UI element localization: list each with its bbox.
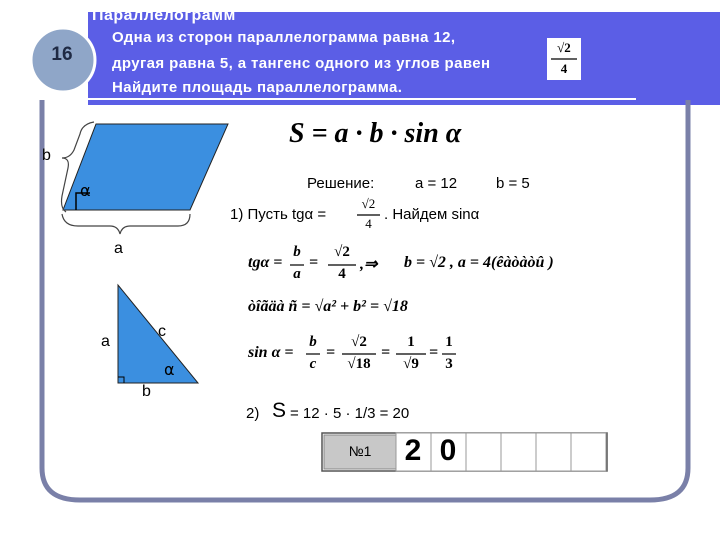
sin-frac4-num: 1 [445, 334, 453, 350]
answer-cell [501, 433, 536, 471]
task-line-3: Найдите площадь параллелограмма. [112, 79, 403, 96]
answer-cell [466, 433, 501, 471]
label-side-b: b [42, 147, 51, 164]
step1-frac-den: 4 [365, 216, 372, 231]
sin-frac4-den: 3 [445, 356, 453, 372]
solution-intro: Решение: [307, 175, 375, 192]
sin-frac2-den: √18 [347, 356, 371, 372]
sin-frac1-num: b [309, 334, 317, 350]
step2-prefix: 2) [246, 405, 260, 422]
tg-rhs: b = √2 , a = 4(êàòàòû ) [404, 254, 554, 271]
hyp-line: òîãäà ñ = √a² + b² = √18 [248, 298, 408, 315]
brace-a [62, 214, 190, 234]
step2-rest: = 12 · 5 · 1/3 = 20 [290, 405, 410, 422]
tg-frac2-num: √2 [334, 244, 350, 260]
sin-frac3-num: 1 [407, 334, 415, 350]
label-angle: α [80, 181, 91, 200]
step1-suffix: . Найдем sinα [384, 206, 480, 223]
triangle-angle: α [164, 360, 175, 379]
answer-cell [536, 433, 571, 471]
value-b: b = 5 [496, 175, 530, 192]
answer-label: №1 [348, 443, 372, 459]
tg-frac1-num: b [293, 244, 301, 260]
answer-digit-1[interactable]: 2 [404, 434, 422, 467]
sin-lhs: sin α = [248, 344, 294, 361]
sin-eq2: = [381, 344, 391, 361]
tg-arrow: ,⇒ [360, 256, 378, 273]
sin-eq3: = [429, 344, 439, 361]
tan-frac-den: 4 [560, 61, 568, 76]
answer-cell [571, 433, 606, 471]
value-a: a = 12 [415, 175, 458, 192]
answer-digit-2[interactable]: 0 [439, 434, 457, 467]
task-line-1: Одна из сторон параллелограмма равна 12, [112, 29, 456, 46]
triangle-leg-b: b [142, 383, 151, 400]
tg-frac1-den: a [293, 266, 301, 282]
label-side-a: a [114, 240, 123, 257]
tan-frac-num: √2 [557, 40, 571, 55]
sin-frac1-den: c [309, 356, 317, 372]
step1-frac-num: √2 [361, 196, 376, 211]
page-title: Параллелограмм [92, 7, 236, 24]
step2-s: S [272, 399, 287, 422]
tg-eq: = [309, 254, 319, 271]
task-number: 16 [51, 44, 73, 65]
tg-lhs: tgα = [248, 254, 283, 271]
triangle-leg-a: a [101, 333, 110, 350]
task-line-2: другая равна 5, а тангенс одного из углов равен [112, 55, 491, 72]
area-formula: S = a · b · sin α [289, 118, 462, 149]
sin-frac2-num: √2 [351, 334, 367, 350]
sin-frac3-den: √9 [403, 356, 419, 372]
triangle-hyp-c: c [158, 323, 166, 340]
sin-eq1: = [326, 344, 336, 361]
tg-frac2-den: 4 [338, 266, 346, 282]
step1-prefix: 1) Пусть tgα = [230, 206, 327, 223]
